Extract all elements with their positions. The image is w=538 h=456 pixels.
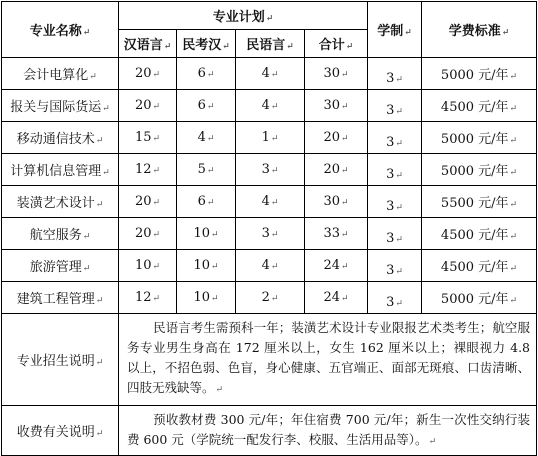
cell-mkh: 6↵: [177, 58, 236, 90]
cell-total: 30↵: [305, 186, 368, 218]
cell-years: 3↵: [368, 122, 422, 154]
cell-years: 3↵: [368, 90, 422, 122]
cell-mkh: 10↵: [177, 282, 236, 314]
enrollment-plan-table: [1, 1, 537, 456]
cell-han: 20↵: [119, 90, 177, 122]
cell-min: 3↵: [236, 154, 305, 186]
cell-name: 航空服务↵: [2, 218, 119, 250]
cell-min: 4↵: [236, 186, 305, 218]
header-years: 学制↵: [368, 2, 422, 58]
cell-years: 3↵: [368, 186, 422, 218]
table-row: [2, 186, 537, 218]
cell-han: 20↵: [119, 186, 177, 218]
cell-han: 15↵: [119, 122, 177, 154]
header-total: 合计↵: [305, 30, 368, 58]
cell-total: 20↵: [305, 122, 368, 154]
cell-years: 3↵: [368, 218, 422, 250]
cell-min: 4↵: [236, 58, 305, 90]
table-row: [2, 282, 537, 314]
cell-years: 3↵: [368, 282, 422, 314]
cell-fee: 4500 元/年↵: [422, 250, 537, 282]
header-fee: 学费标准↵: [422, 2, 537, 58]
cell-total: 33↵: [305, 218, 368, 250]
cell-years: 3↵: [368, 58, 422, 90]
cell-fee: 5500 元/年↵: [422, 186, 537, 218]
table-row: [2, 122, 537, 154]
cell-fee: 4500 元/年↵: [422, 218, 537, 250]
cell-han: 20↵: [119, 58, 177, 90]
cell-name: 旅游管理↵: [2, 250, 119, 282]
cell-total: 20↵: [305, 154, 368, 186]
cell-min: 1↵: [236, 122, 305, 154]
enroll-note-text: 民语言考生需预科一年；装潢艺术设计专业限报艺术类考生；航空服务专业男生身高在 172 厘米以上，女生 162 厘米以上；裸眼视力 4.8 以上，不招色弱、色盲，身心健康、五官端正、面部无斑痕、口齿清晰、四肢无残缺等。↵: [119, 314, 537, 406]
cell-mkh: 5↵: [177, 154, 236, 186]
cell-mkh: 10↵: [177, 250, 236, 282]
cell-fee: 5000 元/年↵: [422, 58, 537, 90]
table-row: [2, 154, 537, 186]
cell-name: 计算机信息管理↵: [2, 154, 119, 186]
cell-min: 3↵: [236, 218, 305, 250]
cell-han: 10↵: [119, 250, 177, 282]
cell-mkh: 10↵: [177, 218, 236, 250]
cell-fee: 4500 元/年↵: [422, 90, 537, 122]
cell-min: 4↵: [236, 250, 305, 282]
header-han: 汉语言↵: [119, 30, 177, 58]
header-plan: 专业计划↵: [119, 2, 368, 30]
cell-years: 3↵: [368, 250, 422, 282]
cell-han: 20↵: [119, 218, 177, 250]
cell-han: 12↵: [119, 154, 177, 186]
cell-name: 建筑工程管理↵: [2, 282, 119, 314]
table-row: [2, 250, 537, 282]
cell-total: 24↵: [305, 282, 368, 314]
cell-fee: 5000 元/年↵: [422, 282, 537, 314]
cell-years: 3↵: [368, 154, 422, 186]
cell-name: 装潢艺术设计↵: [2, 186, 119, 218]
cell-name: 会计电算化↵: [2, 58, 119, 90]
cell-min: 4↵: [236, 90, 305, 122]
table-row: [2, 218, 537, 250]
cell-total: 24↵: [305, 250, 368, 282]
cell-fee: 5000 元/年↵: [422, 122, 537, 154]
table-row: [2, 90, 537, 122]
header-name: 专业名称↵: [2, 2, 119, 58]
enroll-note-label: 专业招生说明↵: [2, 314, 119, 406]
header-minkaohan: 民考汉↵: [177, 30, 236, 58]
cell-min: 2↵: [236, 282, 305, 314]
cell-name: 报关与国际货运↵: [2, 90, 119, 122]
fee-note-label: 收费有关说明↵: [2, 406, 119, 456]
header-min: 民语言↵: [236, 30, 305, 58]
cell-mkh: 6↵: [177, 90, 236, 122]
cell-fee: 5000 元/年↵: [422, 154, 537, 186]
fee-note-text: 预收教材费 300 元/年；年住宿费 700 元/年；新生一次性交纳行装费 600 元（学院统一配发行李、校服、生活用品等）。↵: [119, 406, 537, 456]
table-row: [2, 58, 537, 90]
cell-han: 12↵: [119, 282, 177, 314]
cell-total: 30↵: [305, 58, 368, 90]
cell-mkh: 4↵: [177, 122, 236, 154]
cell-total: 30↵: [305, 90, 368, 122]
cell-name: 移动通信技术↵: [2, 122, 119, 154]
cell-mkh: 6↵: [177, 186, 236, 218]
